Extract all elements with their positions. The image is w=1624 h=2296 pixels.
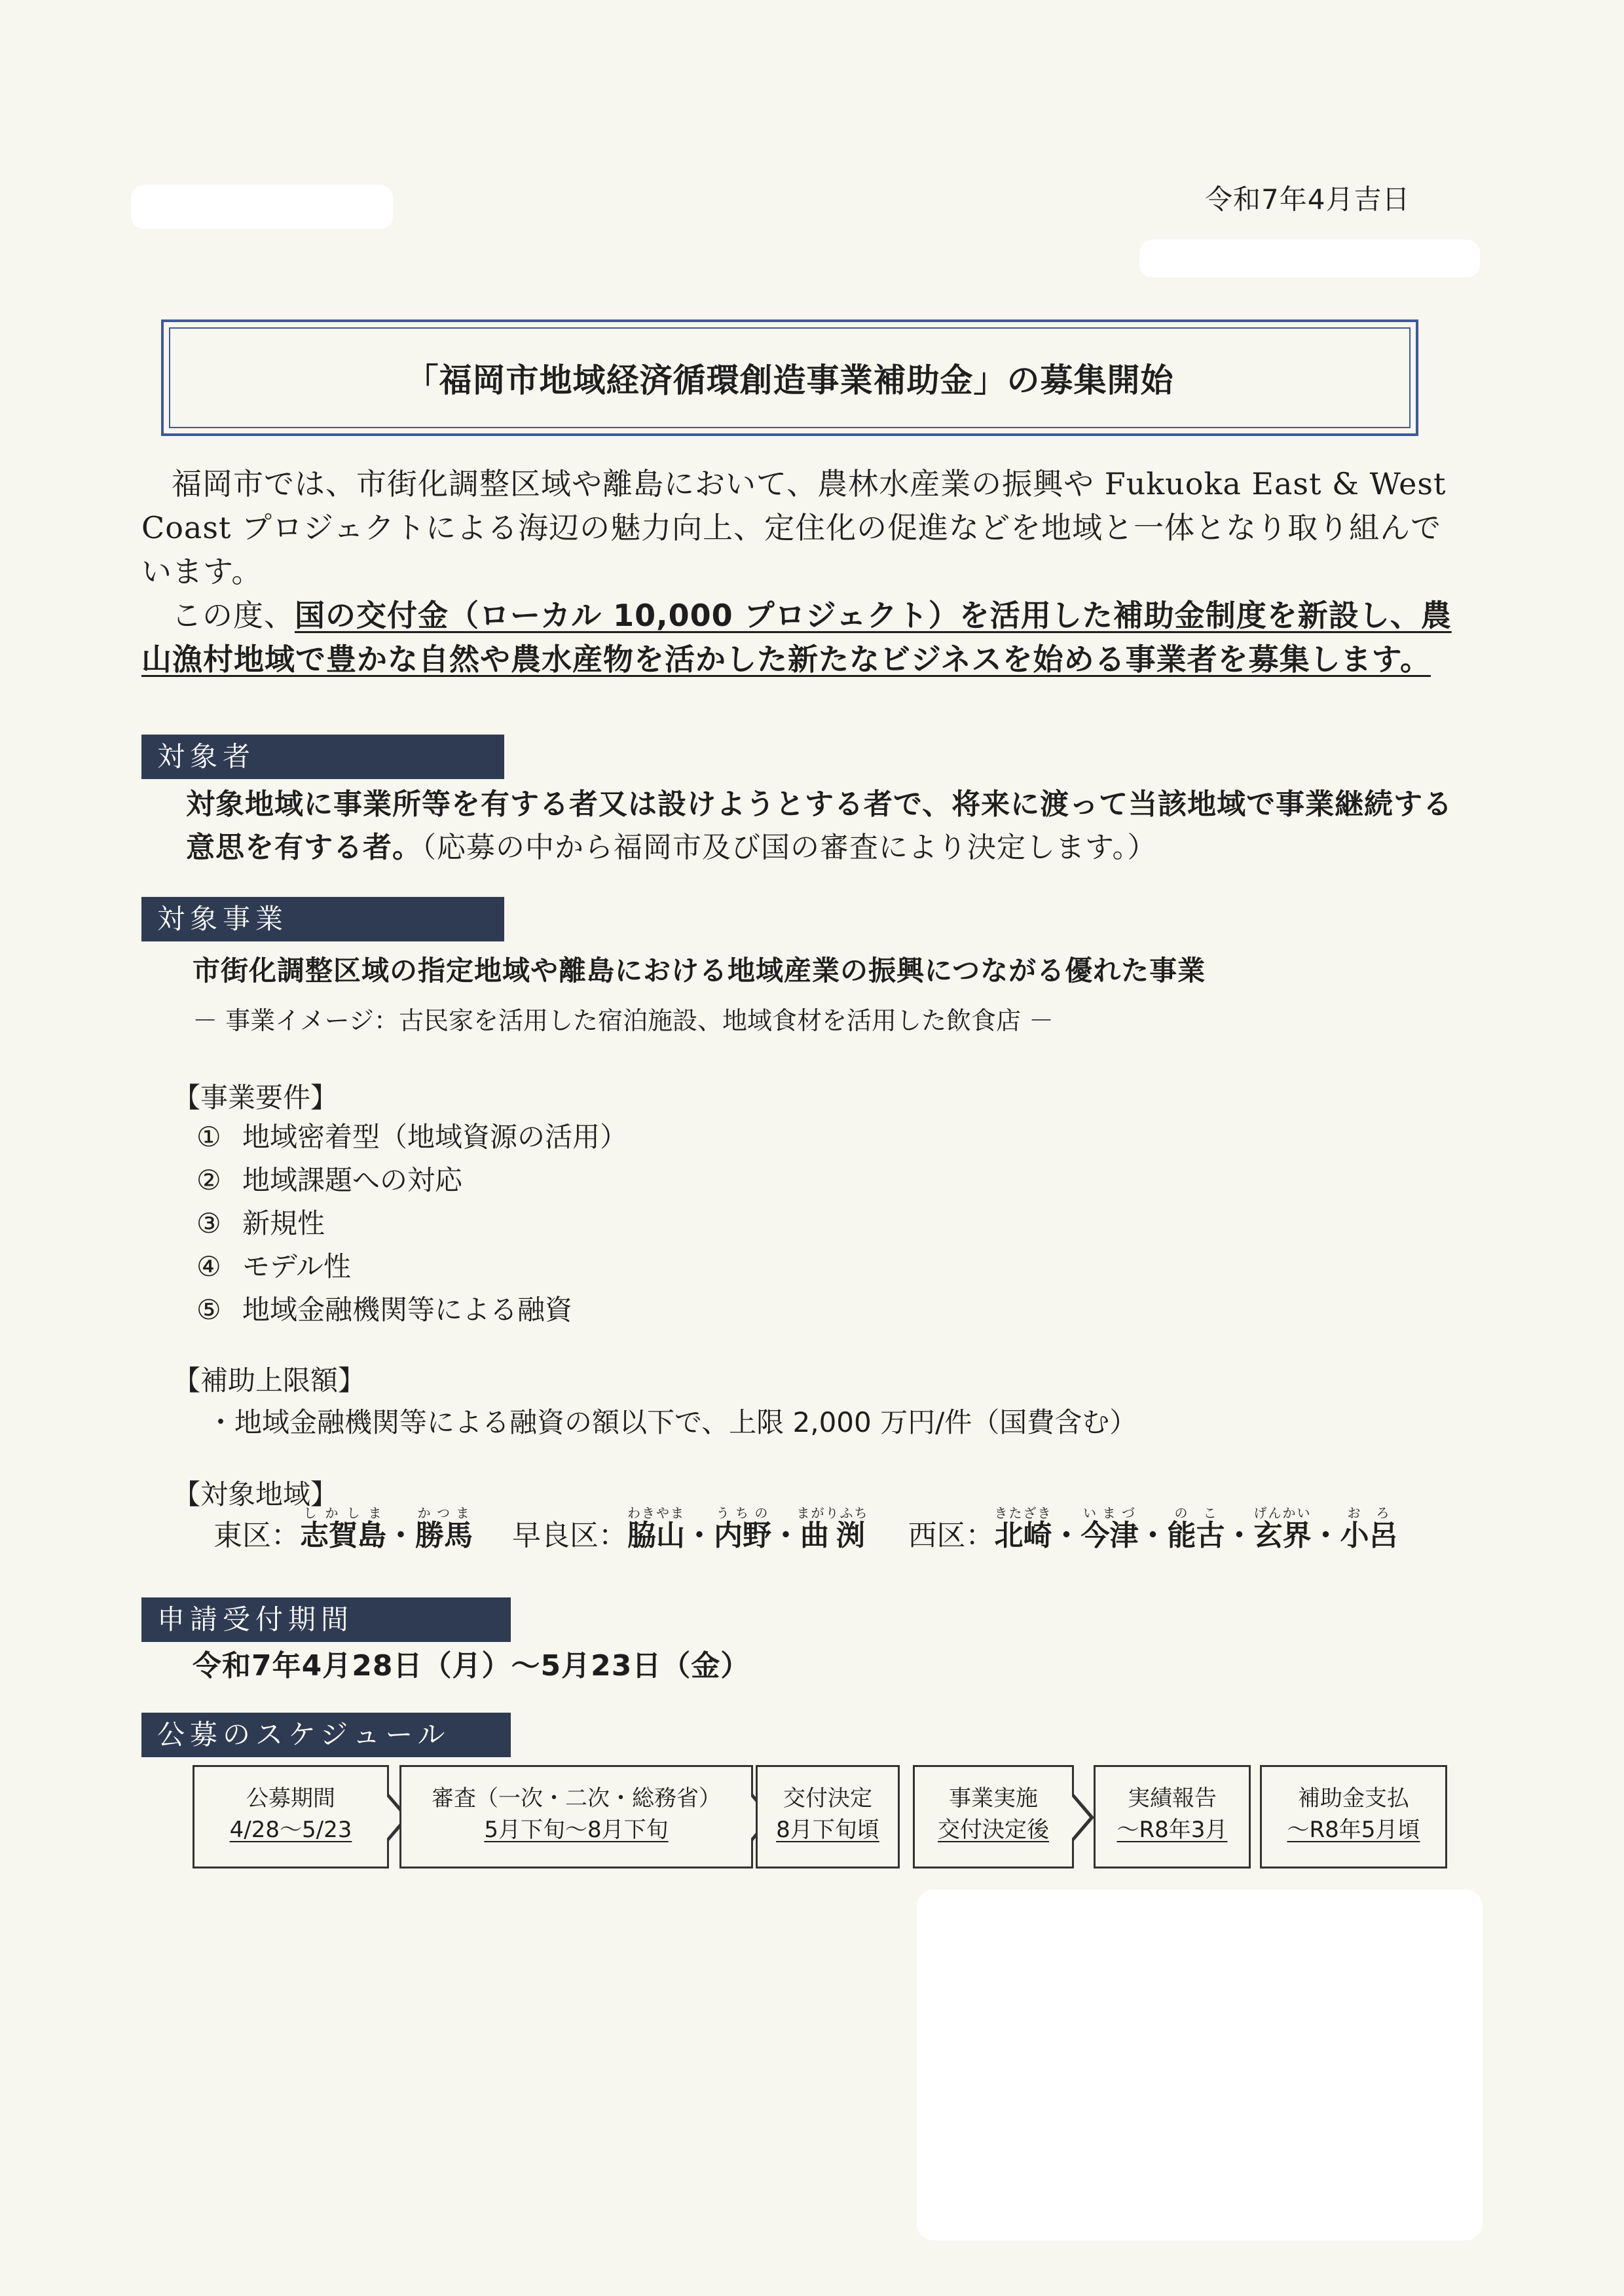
list-item bbox=[196, 1202, 627, 1245]
section-heading-schedule: 公募のスケジュール bbox=[141, 1713, 511, 1757]
limit-heading: 【補助上限額】 bbox=[173, 1364, 366, 1396]
target-persons-text bbox=[186, 783, 1463, 869]
item-text: 地域課題への対応 bbox=[242, 1164, 463, 1196]
limit-text: ・地域金融機関等による融資の額以下で、上限 2,000 万円/件（国費含む） bbox=[207, 1406, 1137, 1438]
step-period: 8月下旬頃 bbox=[776, 1817, 879, 1843]
page-title: 「福岡市地域経済循環創造事業補助金」の募集開始 bbox=[405, 361, 1174, 399]
list-item bbox=[196, 1116, 627, 1159]
area-noko: 能古のこ bbox=[1167, 1505, 1225, 1552]
schedule-step bbox=[193, 1765, 389, 1868]
item-text: 地域金融機関等による融資 bbox=[242, 1294, 573, 1326]
area-imazu: 今津いまづ bbox=[1080, 1505, 1139, 1552]
area-shikashima: 志賀島しかしま bbox=[300, 1505, 386, 1552]
target-persons-note: （応募の中から福岡市及び国の審査により決定します。） bbox=[422, 831, 1157, 864]
area-genkai: 玄界げんかい bbox=[1253, 1505, 1312, 1552]
step-period: 5月下旬～8月下旬 bbox=[484, 1817, 669, 1843]
item-text: モデル性 bbox=[242, 1250, 351, 1283]
target-business-main: 市街化調整区域の指定地域や離島における地域産業の振興につながる優れた事業 bbox=[193, 955, 1206, 987]
step-period: 4/28～5/23 bbox=[229, 1817, 352, 1843]
list-item bbox=[196, 1159, 627, 1202]
section-heading-application-period: 申請受付期間 bbox=[141, 1597, 511, 1642]
sawara-ward-label: 早良区： bbox=[512, 1519, 627, 1552]
step-period: 交付決定後 bbox=[938, 1817, 1049, 1843]
section-heading-target-business: 対象事業 bbox=[141, 897, 504, 941]
item-number: ② bbox=[196, 1164, 221, 1196]
list-item bbox=[196, 1245, 627, 1288]
step-period: ～R8年3月 bbox=[1116, 1817, 1228, 1843]
item-number: ⑤ bbox=[196, 1294, 221, 1326]
step-title: 審査（一次・二次・総務省） bbox=[432, 1785, 721, 1812]
item-text: 地域密着型（地域資源の活用） bbox=[242, 1121, 628, 1153]
item-number: ④ bbox=[196, 1250, 221, 1283]
intro-paragraph-2 bbox=[141, 594, 1464, 682]
schedule-step bbox=[756, 1765, 900, 1868]
intro-paragraph-1: 福岡市では、市街化調整区域や離島において、農林水産業の振興や Fukuoka East & West Coast プロジェクトによる海辺の魅力向上、定住化の促進などを地域と一体となり取り組んでいます。 bbox=[141, 466, 1447, 589]
intro-p2-highlight: 国の交付金（ローカル 10,000 プロジェクト）を活用した補助金制度を新設し、農山漁村地域で豊かな自然や農水産物を活かした新たなビジネスを始める事業者を募集します。 bbox=[141, 598, 1452, 677]
target-areas: 東区：志賀島しかしま・勝馬かつま早良区：脇山わきやま・内野うちの・曲渕まがりふち西区：北崎きたざき・今津いまづ・能古のこ・玄界げんかい・小呂おろ bbox=[213, 1505, 1398, 1552]
area-uchino: 内野うちの bbox=[714, 1505, 771, 1552]
title-box bbox=[161, 319, 1418, 436]
step-title: 補助金支払 bbox=[1298, 1785, 1409, 1812]
area-magarifuchi: 曲渕まがりふち bbox=[796, 1505, 869, 1552]
area-heading: 【対象地域】 bbox=[173, 1478, 339, 1510]
issue-date: 令和7年4月吉日 bbox=[1205, 183, 1411, 215]
west-ward-label: 西区： bbox=[908, 1519, 995, 1552]
area-katsuma: 勝馬かつま bbox=[415, 1505, 473, 1552]
east-ward-label: 東区： bbox=[213, 1519, 300, 1552]
intro-text bbox=[141, 462, 1464, 682]
requirements-list bbox=[196, 1116, 627, 1332]
step-title: 事業実施 bbox=[949, 1785, 1038, 1812]
separator: ・ bbox=[386, 1519, 415, 1552]
arrow-right-icon bbox=[1073, 1793, 1094, 1842]
redacted-sender bbox=[1139, 240, 1480, 278]
redacted-contact-box bbox=[917, 1889, 1483, 2240]
area-kitazaki: 北崎きたざき bbox=[994, 1505, 1052, 1552]
step-title: 実績報告 bbox=[1128, 1785, 1217, 1812]
schedule-step bbox=[913, 1765, 1074, 1868]
area-wakiyama: 脇山わきやま bbox=[627, 1505, 685, 1552]
schedule-step bbox=[399, 1765, 753, 1868]
list-item bbox=[196, 1288, 627, 1332]
step-title: 公募期間 bbox=[246, 1785, 335, 1812]
item-number: ① bbox=[196, 1121, 221, 1153]
step-period: ～R8年5月頃 bbox=[1287, 1817, 1420, 1843]
area-oro: 小呂おろ bbox=[1340, 1505, 1398, 1552]
target-persons-main: 対象地域に事業所等を有する者又は設けようとする者で、将来に渡って当該地域で事業継続する意思を有する者。 bbox=[186, 788, 1453, 864]
target-business-image: － 事業イメージ：古民家を活用した宿泊施設、地域食材を活用した飲食店 － bbox=[193, 1006, 1054, 1035]
item-text: 新規性 bbox=[242, 1207, 325, 1239]
item-number: ③ bbox=[196, 1207, 221, 1239]
requirements-heading: 【事業要件】 bbox=[173, 1082, 339, 1114]
section-heading-target-persons: 対象者 bbox=[141, 735, 504, 779]
intro-p2-prefix: この度、 bbox=[172, 598, 295, 633]
schedule-step bbox=[1260, 1765, 1447, 1868]
step-title: 交付決定 bbox=[783, 1785, 872, 1812]
redacted-recipient bbox=[131, 185, 393, 229]
schedule-step bbox=[1094, 1765, 1251, 1868]
application-period-text: 令和7年4月28日（月）～5月23日（金） bbox=[193, 1649, 750, 1683]
